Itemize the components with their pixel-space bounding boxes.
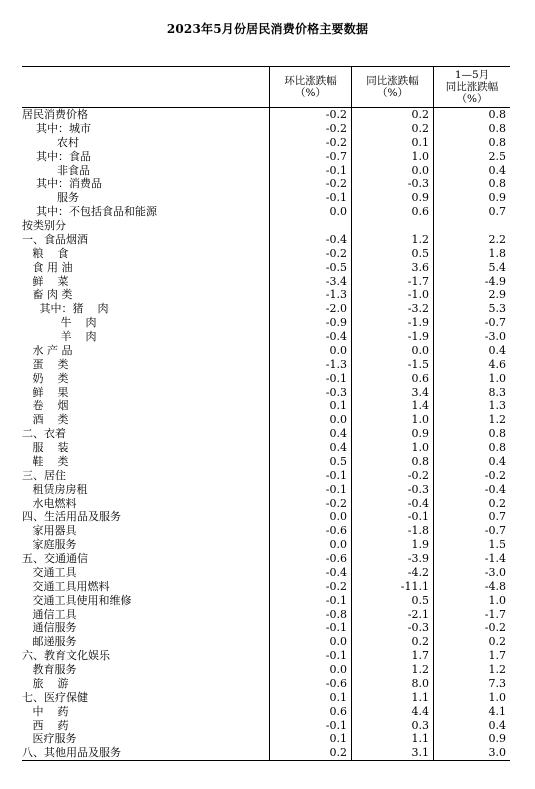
- row-yoy-value: -1.0: [351, 288, 433, 302]
- row-ytd-value: -0.7: [433, 524, 510, 538]
- row-mom-value: -0.3: [269, 386, 351, 400]
- row-mom-value: 0.1: [269, 691, 351, 705]
- row-ytd-value: 0.2: [433, 497, 510, 511]
- row-yoy-value: 0.6: [351, 372, 433, 386]
- row-yoy-value: -0.4: [351, 497, 433, 511]
- row-ytd-value: 1.0: [433, 372, 510, 386]
- row-label: 鲜 果: [22, 385, 69, 399]
- row-yoy-value: 1.0: [351, 413, 433, 427]
- row-label: 教育服务: [22, 663, 77, 676]
- row-label: 卷 烟: [22, 399, 69, 413]
- row-mom-value: 0.0: [269, 344, 351, 358]
- table-row: [22, 455, 510, 469]
- row-yoy-value: 1.4: [351, 399, 433, 413]
- row-mom-value: -0.2: [269, 108, 351, 122]
- row-yoy-value: 0.1: [351, 136, 433, 150]
- row-yoy-value: -1.7: [351, 275, 433, 289]
- header-ytd: [433, 67, 510, 107]
- table-row: [22, 580, 510, 594]
- row-ytd-value: -3.0: [433, 566, 510, 580]
- row-mom-value: -0.2: [269, 580, 351, 594]
- row-label: 西 药: [22, 718, 69, 732]
- row-mom-value: -0.2: [269, 122, 351, 136]
- row-yoy-value: -1.9: [351, 330, 433, 344]
- row-ytd-value: 1.5: [433, 538, 510, 552]
- table-row: [22, 483, 510, 497]
- row-yoy-value: 0.6: [351, 205, 433, 219]
- row-mom-value: 0.1: [269, 732, 351, 746]
- row-mom-value: -0.5: [269, 261, 351, 275]
- row-ytd-value: 4.6: [433, 358, 510, 372]
- row-mom-value: 0.0: [269, 413, 351, 427]
- row-mom-value: 0.6: [269, 705, 351, 719]
- row-yoy-value: -1.5: [351, 358, 433, 372]
- row-mom-value: -0.1: [269, 719, 351, 733]
- table-row: [22, 635, 510, 649]
- table-row: [22, 427, 510, 441]
- header-ytd-line1: 1—5月: [454, 69, 490, 81]
- row-label: 羊 肉: [22, 330, 97, 343]
- table-row: [22, 399, 510, 413]
- row-label: 牛 肉: [22, 316, 97, 330]
- row-mom-value: -0.2: [269, 177, 351, 191]
- row-mom-value: -0.6: [269, 677, 351, 691]
- row-label: 家用器具: [22, 524, 77, 538]
- row-mom-value: 0.0: [269, 635, 351, 649]
- row-mom-value: 0.1: [269, 399, 351, 413]
- row-label: 水 产 品: [22, 343, 73, 357]
- row-ytd-value: 0.8: [433, 441, 510, 455]
- row-yoy-value: 0.5: [351, 247, 433, 261]
- row-mom-value: -0.1: [269, 191, 351, 205]
- row-yoy-value: -0.3: [351, 483, 433, 497]
- row-yoy-value: 1.0: [351, 441, 433, 455]
- row-label: 交通工具用燃料: [22, 579, 110, 593]
- row-ytd-value: 0.4: [433, 719, 510, 733]
- row-mom-value: -0.1: [269, 649, 351, 663]
- row-yoy-value: 0.3: [351, 719, 433, 733]
- table-row: [22, 358, 510, 372]
- row-ytd-value: 5.4: [433, 261, 510, 275]
- row-mom-value: -0.4: [269, 566, 351, 580]
- table-row: [22, 108, 510, 122]
- row-yoy-value: -3.2: [351, 302, 433, 316]
- header-mom: [269, 67, 351, 107]
- row-mom-value: -0.6: [269, 524, 351, 538]
- row-ytd-value: 0.7: [433, 510, 510, 524]
- table-body: [22, 108, 510, 760]
- row-mom-value: -1.3: [269, 358, 351, 372]
- row-yoy-value: -1.8: [351, 524, 433, 538]
- row-label: 其中：消费品: [22, 177, 102, 191]
- row-label: 七、医疗保健: [22, 690, 88, 704]
- row-ytd-value: 0.7: [433, 205, 510, 219]
- table-row: [22, 372, 510, 386]
- row-ytd-value: -1.4: [433, 552, 510, 566]
- row-label: 粮 食: [22, 246, 69, 260]
- table-row: [22, 497, 510, 511]
- row-yoy-value: 1.2: [351, 663, 433, 677]
- row-yoy-value: [351, 219, 433, 233]
- row-label: 三、居住: [22, 468, 66, 482]
- page-title: 2023年5月份居民消费价格主要数据: [166, 22, 369, 36]
- row-label: 交通工具: [22, 565, 77, 579]
- table-row: [22, 205, 510, 219]
- row-label: 八、其他用品及服务: [22, 746, 121, 760]
- table-row: [22, 288, 510, 302]
- row-yoy-value: 0.9: [351, 427, 433, 441]
- row-ytd-value: -4.9: [433, 275, 510, 289]
- row-ytd-value: -1.7: [433, 608, 510, 622]
- row-ytd-value: 1.3: [433, 399, 510, 413]
- row-mom-value: -0.6: [269, 552, 351, 566]
- row-yoy-value: -0.3: [351, 621, 433, 635]
- row-ytd-value: 3.0: [433, 746, 510, 760]
- table-row: [22, 538, 510, 552]
- row-yoy-value: 0.5: [351, 594, 433, 608]
- row-yoy-value: 0.0: [351, 344, 433, 358]
- header-yoy: [351, 67, 433, 107]
- header-yoy-line2: （%）: [377, 87, 408, 99]
- row-ytd-value: -0.2: [433, 469, 510, 483]
- row-label: 服 装: [22, 441, 69, 454]
- row-ytd-value: -0.2: [433, 621, 510, 635]
- row-yoy-value: 1.0: [351, 150, 433, 164]
- row-mom-value: -0.9: [269, 316, 351, 330]
- header-mom-line2: （%）: [295, 87, 326, 99]
- table-row: [22, 441, 510, 455]
- cpi-table: [22, 66, 510, 761]
- table-row: [22, 122, 510, 136]
- row-mom-value: 0.0: [269, 663, 351, 677]
- table-row: [22, 302, 510, 316]
- row-yoy-value: 0.2: [351, 108, 433, 122]
- row-label: 其中：食品: [22, 149, 91, 163]
- row-ytd-value: 0.2: [433, 635, 510, 649]
- row-ytd-value: 5.3: [433, 302, 510, 316]
- row-ytd-value: 1.0: [433, 594, 510, 608]
- table-row: [22, 524, 510, 538]
- table-row: [22, 608, 510, 622]
- table-row: [22, 719, 510, 733]
- row-label: 畜 肉 类: [22, 288, 73, 302]
- row-ytd-value: 4.1: [433, 705, 510, 719]
- row-ytd-value: 1.0: [433, 691, 510, 705]
- table-row: [22, 705, 510, 719]
- row-mom-value: -0.1: [269, 164, 351, 178]
- row-ytd-value: 2.5: [433, 150, 510, 164]
- header-yoy-line1: 同比涨跌幅: [366, 75, 419, 87]
- row-label: 农村: [22, 135, 79, 149]
- row-yoy-value: -2.1: [351, 608, 433, 622]
- row-label: 中 药: [22, 704, 69, 718]
- row-label: 其中：猪 肉: [22, 302, 109, 316]
- row-yoy-value: 1.1: [351, 691, 433, 705]
- table-row: [22, 344, 510, 358]
- row-ytd-value: 1.8: [433, 247, 510, 261]
- row-label: 其中：不包括食品和能源: [22, 205, 157, 219]
- row-yoy-value: -1.9: [351, 316, 433, 330]
- row-ytd-value: 7.3: [433, 677, 510, 691]
- row-label: 一、食品烟酒: [22, 232, 88, 246]
- table-row: [22, 150, 510, 164]
- table-row: [22, 191, 510, 205]
- row-yoy-value: -4.2: [351, 566, 433, 580]
- table-row: [22, 566, 510, 580]
- row-ytd-value: 1.2: [433, 413, 510, 427]
- table-row: [22, 691, 510, 705]
- row-yoy-value: 0.0: [351, 164, 433, 178]
- row-ytd-value: 1.7: [433, 649, 510, 663]
- table-row: [22, 219, 510, 233]
- table-row: [22, 677, 510, 691]
- row-mom-value: 0.0: [269, 205, 351, 219]
- table-row: [22, 746, 510, 760]
- row-ytd-value: 0.4: [433, 344, 510, 358]
- row-ytd-value: 2.9: [433, 288, 510, 302]
- row-yoy-value: 3.1: [351, 746, 433, 760]
- row-mom-value: 0.4: [269, 427, 351, 441]
- table-row: [22, 663, 510, 677]
- row-ytd-value: -4.8: [433, 580, 510, 594]
- row-mom-value: 0.5: [269, 455, 351, 469]
- table-row: [22, 386, 510, 400]
- row-label: 家庭服务: [22, 538, 77, 552]
- row-ytd-value: 0.8: [433, 122, 510, 136]
- row-ytd-value: [433, 219, 510, 233]
- header-ytd-line3: （%）: [456, 93, 488, 105]
- row-mom-value: -2.0: [269, 302, 351, 316]
- row-ytd-value: 0.8: [433, 177, 510, 191]
- row-yoy-value: 1.2: [351, 233, 433, 247]
- row-ytd-value: 0.4: [433, 455, 510, 469]
- row-yoy-value: 0.9: [351, 191, 433, 205]
- row-yoy-value: -0.2: [351, 469, 433, 483]
- row-label: 其中：城市: [22, 121, 91, 135]
- table-row: [22, 732, 510, 746]
- row-yoy-value: 1.7: [351, 649, 433, 663]
- row-label: 水电燃料: [22, 496, 77, 510]
- row-ytd-value: 1.2: [433, 663, 510, 677]
- table-header: [22, 66, 510, 108]
- table-row: [22, 247, 510, 261]
- table-row: [22, 330, 510, 344]
- table-row: [22, 621, 510, 635]
- row-ytd-value: 0.4: [433, 164, 510, 178]
- row-mom-value: -0.2: [269, 136, 351, 150]
- row-yoy-value: 1.1: [351, 732, 433, 746]
- row-yoy-value: -3.9: [351, 552, 433, 566]
- row-yoy-value: 4.4: [351, 705, 433, 719]
- row-yoy-value: -11.1: [351, 580, 433, 594]
- row-label: 交通工具使用和维修: [22, 593, 132, 607]
- table-bottom-rule: [22, 760, 510, 761]
- table-row: [22, 275, 510, 289]
- row-mom-value: -0.1: [269, 469, 351, 483]
- row-mom-value: -0.1: [269, 594, 351, 608]
- row-yoy-value: 0.2: [351, 635, 433, 649]
- row-label: 通信服务: [22, 621, 77, 635]
- row-mom-value: 0.0: [269, 538, 351, 552]
- row-mom-value: 0.4: [269, 441, 351, 455]
- row-label: 酒 类: [22, 413, 69, 427]
- row-mom-value: [269, 219, 351, 233]
- table-row: [22, 469, 510, 483]
- row-label: 奶 类: [22, 371, 69, 385]
- row-mom-value: -3.4: [269, 275, 351, 289]
- row-yoy-value: 3.6: [351, 261, 433, 275]
- row-yoy-value: -0.3: [351, 177, 433, 191]
- row-mom-value: -0.4: [269, 233, 351, 247]
- table-row: [22, 649, 510, 663]
- row-mom-value: -0.1: [269, 483, 351, 497]
- row-mom-value: -0.1: [269, 621, 351, 635]
- row-label: 二、衣着: [22, 427, 66, 441]
- row-label: 通信工具: [22, 607, 77, 621]
- header-ytd-line2: 同比涨跌幅: [445, 81, 499, 93]
- row-mom-value: -0.7: [269, 150, 351, 164]
- row-yoy-value: 1.9: [351, 538, 433, 552]
- row-yoy-value: 8.0: [351, 677, 433, 691]
- row-ytd-value: 0.8: [433, 108, 510, 122]
- table-row: [22, 510, 510, 524]
- row-label: 服务: [22, 191, 79, 205]
- row-mom-value: -0.8: [269, 608, 351, 622]
- row-mom-value: -0.2: [269, 247, 351, 261]
- row-ytd-value: 0.8: [433, 427, 510, 441]
- row-ytd-value: 0.9: [433, 732, 510, 746]
- row-label: 非食品: [22, 163, 90, 177]
- row-mom-value: 0.2: [269, 746, 351, 760]
- row-label: 按类别分: [22, 219, 66, 232]
- row-ytd-value: 2.2: [433, 233, 510, 247]
- row-label: 租赁房房租: [22, 482, 88, 496]
- header-mom-line1: 环比涨跌幅: [284, 75, 337, 87]
- row-label: 邮递服务: [22, 635, 77, 649]
- table-row: [22, 594, 510, 608]
- table-row: [22, 136, 510, 150]
- row-label: 六、教育文化娱乐: [22, 649, 110, 663]
- row-yoy-value: 0.8: [351, 455, 433, 469]
- row-mom-value: -0.2: [269, 497, 351, 511]
- table-row: [22, 552, 510, 566]
- row-ytd-value: 0.8: [433, 136, 510, 150]
- row-label: 五、交通通信: [22, 552, 88, 565]
- table-row: [22, 177, 510, 191]
- row-ytd-value: -0.7: [433, 316, 510, 330]
- row-label: 居民消费价格: [22, 108, 88, 121]
- row-ytd-value: 0.9: [433, 191, 510, 205]
- row-label: 蛋 类: [22, 357, 69, 371]
- row-yoy-value: -0.1: [351, 510, 433, 524]
- row-ytd-value: -3.0: [433, 330, 510, 344]
- row-label: 医疗服务: [22, 732, 77, 746]
- row-label: 四、生活用品及服务: [22, 510, 121, 524]
- table-row: [22, 261, 510, 275]
- table-row: [22, 413, 510, 427]
- row-mom-value: -0.4: [269, 330, 351, 344]
- row-mom-value: -0.1: [269, 372, 351, 386]
- row-label: 食 用 油: [22, 260, 73, 274]
- row-ytd-value: 8.3: [433, 386, 510, 400]
- table-row: [22, 316, 510, 330]
- row-ytd-value: -0.4: [433, 483, 510, 497]
- row-label: 旅 游: [22, 676, 69, 690]
- row-label: 鲜 菜: [22, 274, 69, 288]
- table-row: [22, 233, 510, 247]
- row-yoy-value: 3.4: [351, 386, 433, 400]
- row-mom-value: 0.0: [269, 510, 351, 524]
- row-mom-value: -1.3: [269, 288, 351, 302]
- table-row: [22, 164, 510, 178]
- row-yoy-value: 0.2: [351, 122, 433, 136]
- row-label: 鞋 类: [22, 454, 69, 468]
